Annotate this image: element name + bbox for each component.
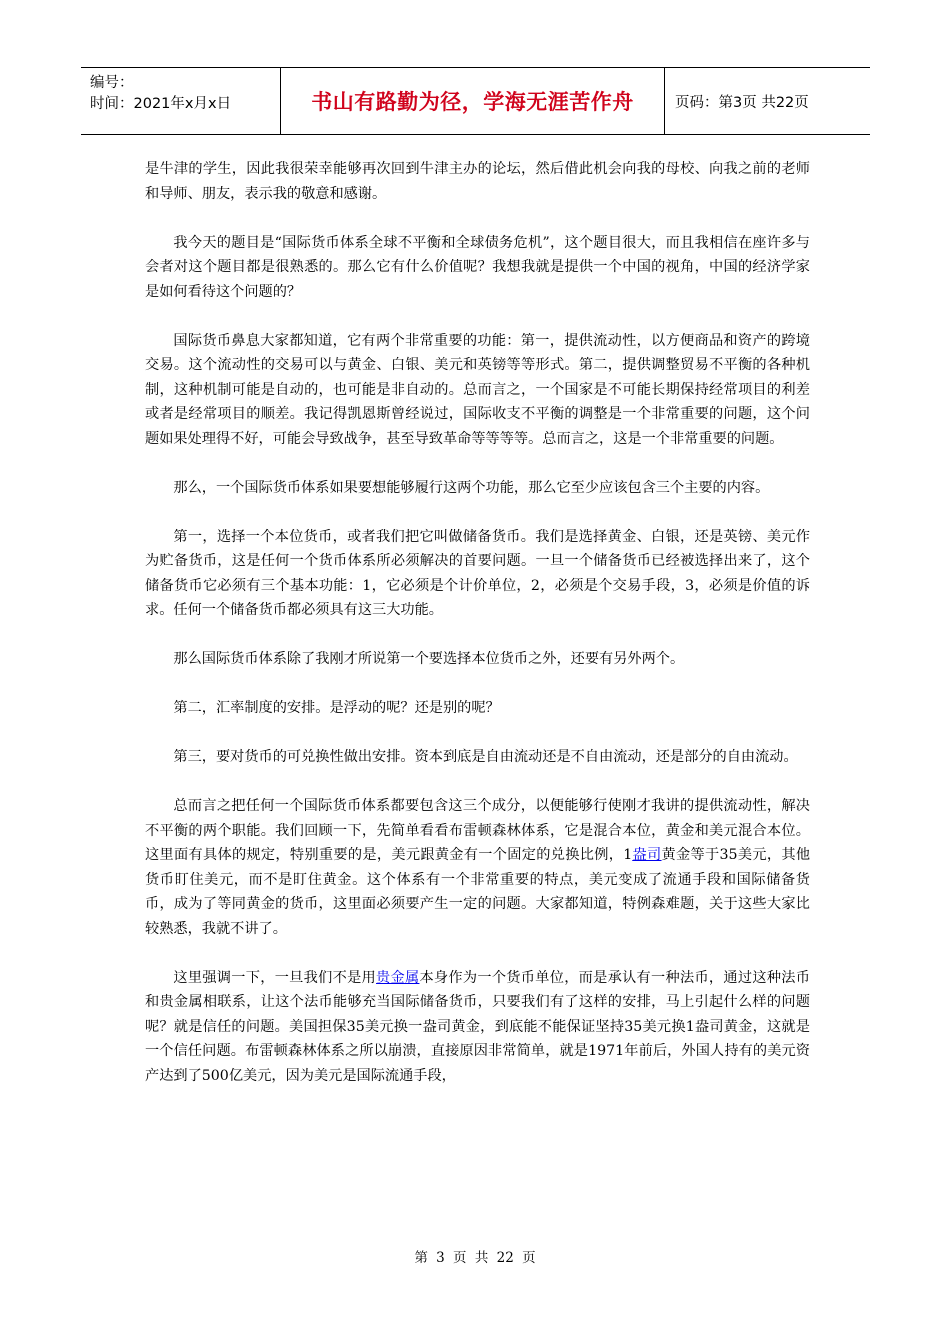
page-header <box>81 67 870 135</box>
header-page-info: 页码：第3页 共22页 <box>675 94 809 111</box>
paragraph-2: 我今天的题目是“国际货币体系全球不平衡和全球债务危机”，这个题目很大，而且我相信在座许多与会者对这个题目都是很熟悉的。那么它有什么价值呢？我想我就是提供一个中国的视角，中国的经济学家是如何看待这个问题的？ <box>145 234 810 300</box>
paragraph-10-text-b: 本身作为一个货币单位，而是承认有一种法币，通过这种法币和贵金属相联系，让这个法币能够充当国际储备货币，只要我们有了这样的安排，马上引起什么样的问题呢？就是信任的问题。美国担保35美元换一盎司黄金，到底能不能保证坚持35美元换1盎司黄金，这就是一个信任问题。布雷顿森林体系之所以崩溃，直接原因非常简单，就是1971年前后，外国人持有的美元资产达到了500亿美元，因为美元是国际流通手段， <box>145 969 810 1084</box>
paragraph-9-text-b: 黄金等于35美元，其他货币盯住美元，而不是盯住黄金。这个体系有一个非常重要的特点，美元变成了流通手段和国际储备货币，成为了等同黄金的货币，这里面必须要产生一定的问题。大家都知道，特例森难题，关于这些大家比较熟悉，我就不讲了。 <box>145 847 811 937</box>
paragraph-5: 第一，选择一个本位货币，或者我们把它叫做储备货币。我们是选择黄金、白银，还是英镑、美元作为贮备货币，这是任何一个货币体系所必须解决的首要问题。一旦一个储备货币已经被选择出来了，这个储备货币它必须有三个基本功能：1，它必须是个计价单位，2，必须是个交易手段，3，必须是价值的诉求。任何一个储备货币都必须具有这三大功能。 <box>145 528 810 618</box>
document-body <box>145 157 810 1113</box>
paragraph-9 <box>145 794 810 941</box>
ounce-link[interactable]: 盎司 <box>632 847 662 863</box>
page-footer: 第 3 页 共 22 页 <box>414 1250 536 1266</box>
paragraph-7: 第二，汇率制度的安排。是浮动的呢？还是别的呢？ <box>173 700 500 716</box>
header-motto: 书山有路勤为径，学海无涯苦作舟 <box>281 68 665 134</box>
precious-metal-link[interactable]: 贵金属 <box>376 969 420 986</box>
header-meta <box>81 68 281 134</box>
paragraph-10 <box>145 966 810 1089</box>
paragraph-3: 国际货币鼻息大家都知道，它有两个非常重要的功能：第一，提供流动性，以方便商品和资产的跨境交易。这个流动性的交易可以与黄金、白银、美元和英镑等等形式。第二，提供调整贸易不平衡的各种机制，这种机制可能是自动的，也可能是非自动的。总而言之，一个国家是不可能长期保持经常项目的利差或者是经常项目的顺差。我记得凯恩斯曾经说过，国际收支不平衡的调整是一个非常重要的问题，这个问题如果处理得不好，可能会导致战争，甚至导致革命等等等等。总而言之，这是一个非常重要的问题。 <box>145 332 810 447</box>
paragraph-1: 是牛津的学生，因此我很荣幸能够再次回到牛津主办的论坛，然后借此机会向我的母校、向我之前的老师和导师、朋友，表示我的敬意和感谢。 <box>145 161 810 202</box>
document-date: 时间：2021年x月x日 <box>90 96 232 112</box>
document-number-label: 编号： <box>90 75 134 91</box>
paragraph-10-text-a: 这里强调一下，一旦我们不是用 <box>173 969 377 986</box>
paragraph-8: 第三，要对货币的可兑换性做出安排。资本到底是自由流动还是不自由流动，还是部分的自由流动。 <box>173 749 798 765</box>
paragraph-4: 那么，一个国际货币体系如果要想能够履行这两个功能，那么它至少应该包含三个主要的内容。 <box>173 479 770 496</box>
paragraph-9-text-a: 总而言之把任何一个国际货币体系都要包含这三个成分，以便能够行使刚才我讲的提供流动性，解决不平衡的两个职能。我们回顾一下，先简单看看布雷顿森林体系，它是混合本位，黄金和美元混合本位。这里面有具体的规定，特别重要的是，美元跟黄金有一个固定的兑换比例，1 <box>145 798 810 863</box>
paragraph-6: 那么国际货币体系除了我刚才所说第一个要选择本位货币之外，还要有另外两个。 <box>173 651 685 667</box>
